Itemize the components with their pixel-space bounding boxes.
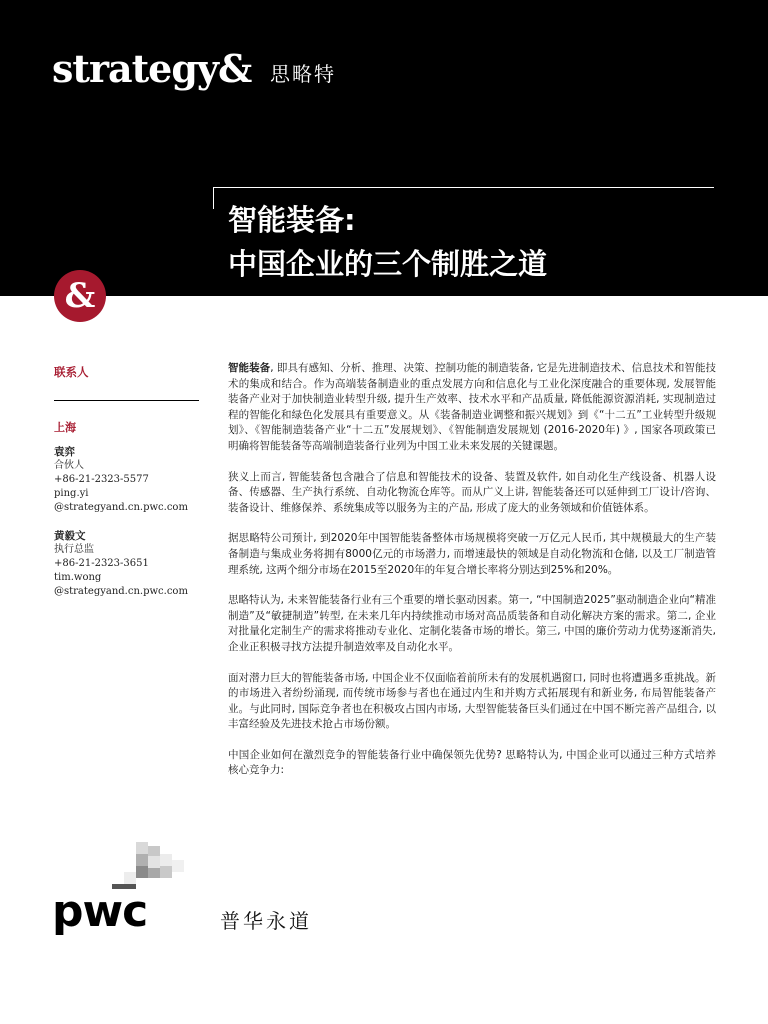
contact-email-domain: @strategyand.cn.pwc.com: [54, 586, 188, 597]
article-body: [228, 361, 716, 794]
contacts-divider: [54, 400, 199, 401]
pwc-pixel-mark-icon: [112, 842, 184, 890]
contacts-sidebar: [54, 364, 199, 599]
header-band: [0, 0, 768, 296]
paragraph-1: [228, 361, 716, 455]
title-rule-tick: [213, 187, 214, 209]
contacts-heading: 联系人: [54, 365, 89, 379]
paragraph-6: 中国企业如何在激烈竞争的智能装备行业中确保领先优势? 思略特认为, 中国企业可以通过三种方式培养核心竞争力:: [228, 748, 716, 777]
ampersand-badge-icon: &: [54, 270, 106, 322]
contact-phone: +86-21-2323-3651: [54, 558, 149, 569]
paragraph-1-lead: 智能装备: [228, 362, 271, 374]
pwc-logo: pwc: [52, 886, 148, 937]
contact-email-user: tim.wong: [54, 572, 102, 583]
contact-person: [54, 445, 199, 515]
pwc-logo-chinese: 普华永道: [220, 909, 312, 933]
paragraph-5: 面对潜力巨大的智能装备市场, 中国企业不仅面临着前所未有的发展机遇窗口, 同时也将遭遇多重挑战。新的市场进入者纷纷涌现, 而传统市场参与者也在通过内生和并购方式拓展现有和新业务, 布局智能装备产业。与此同时, 国际竞争者也在积极攻占国内市场, 大型智能装备巨头们通过在中国不断完善产品组合, 以丰富经验及先进技术抢占市场份额。: [228, 671, 716, 731]
paragraph-3: 据思略特公司预计, 到2020年中国智能装备整体市场规模将突破一万亿元人民币, 其中规模最大的生产装备制造与集成业务将拥有8000亿元的市场潜力, 而增速最快的领域是自动化物流和仓储, 以及工厂制造管理系统, 这两个细分市场在2015至2020年的年复合增长率将分别达到25%和20%。: [228, 532, 716, 576]
page-title-line-2: 中国企业的三个制胜之道: [228, 247, 548, 281]
contact-name: 黄毅文: [54, 530, 86, 542]
contact-person: [54, 529, 199, 599]
strategyand-logo: strategy&: [52, 46, 252, 91]
page-title: [228, 198, 547, 286]
contact-name: 袁弈: [54, 446, 75, 458]
contact-city: 上海: [54, 421, 76, 434]
paragraph-1-text: , 即具有感知、分析、推理、决策、控制功能的制造装备, 它是先进制造技术、信息技术和智能技术的集成和结合。作为高端装备制造业的重点发展方向和信息化与工业化深度融合的重要体现, 发展智能装备产业对于加快制造业转型升级, 提升生产效率、技术水平和产品质量, 降低能源资源消耗, 实现制造过程的智能化和绿色化发展具有重要意义。从《装备制造业调整和振兴规划》到《“十二五”工业转型升级规划》、《智能制造装备产业“十二五”发展规划》、《智能制造发展规划 (2016-2020年) 》, 国家各项政策已明确将智能装备等高端制造装备行业列为中国工业未来发展的关键课题。: [228, 362, 716, 452]
contact-role: 执行总监: [54, 544, 94, 555]
contact-phone: +86-21-2323-5577: [54, 474, 149, 485]
strategyand-logo-chinese: 思略特: [270, 62, 336, 86]
contact-role: 合伙人: [54, 460, 84, 471]
contact-email-domain: @strategyand.cn.pwc.com: [54, 502, 188, 513]
page-title-line-1: 智能装备:: [228, 203, 356, 237]
paragraph-4: 思略特认为, 未来智能装备行业有三个重要的增长驱动因素。第一, “中国制造2025”驱动制造企业向“精准制造”及“敏捷制造”转型, 在未来几年内持续推动市场对高品质装备和自动化解决方案的需求。第二, 企业对批量化定制生产的需求将推动专业化、定制化装备市场的增长。第三, 中国的廉价劳动力优势逐渐消失, 企业正积极寻找方法提升制造效率及自动化水平。: [228, 594, 716, 653]
contact-email-user: ping.yi: [54, 488, 89, 499]
paragraph-2: 狭义上而言, 智能装备包含融合了信息和智能技术的设备、装置及软件, 如自动化生产线设备、机器人设备、传感器、生产执行系统、自动化物流仓库等。而从广义上讲, 智能装备还可以延伸到工厂设计/咨询、装备设计、维修保养、系统集成等以服务为主的产品, 形成了庞大的业务领域和价值链体系。: [228, 470, 716, 514]
title-rule: [213, 187, 714, 188]
